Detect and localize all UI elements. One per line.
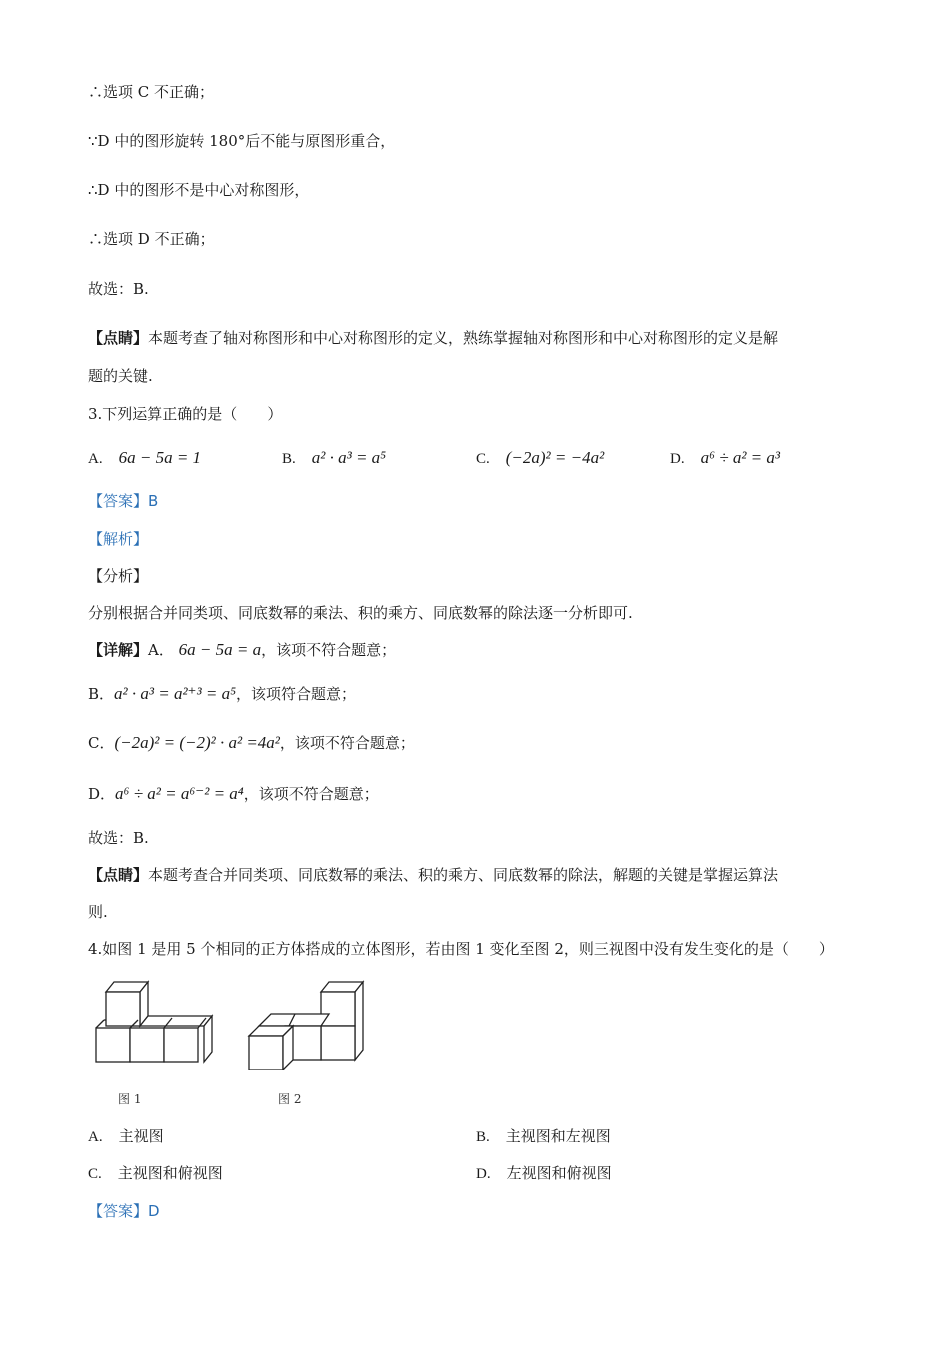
q3-analysis-tag: 【解析】: [88, 530, 149, 548]
q3-detail-c: C．(−2a)² = (−2)² · a² =4a²，该项不符合题意；: [88, 733, 415, 752]
q3-option-b: B. a² · a³ = a⁵: [282, 448, 387, 467]
q3-detail-d: D．a⁶ ÷ a² = a⁶⁻² = a⁴，该项不符合题意；: [88, 784, 379, 803]
solution-line: ∴选项 C 不正确；: [88, 83, 215, 101]
figure-1-caption: 图 1: [118, 1092, 142, 1106]
q3-fenxi-tag: 【分析】: [88, 567, 149, 585]
q3-fenxi-text: 分别根据合并同类项、同底数幂的乘法、积的乘方、同底数幂的除法逐一分析即可.: [88, 604, 633, 622]
q3-detail-b: B．a² · a³ = a²⁺³ = a⁵，该项符合题意；: [88, 684, 357, 703]
solution-line: ∵D 中的图形旋转 180°后不能与原图形重合，: [88, 132, 396, 150]
q3-option-a: A. 6a − 5a = 1: [88, 448, 202, 467]
q3-option-c: C. (−2a)² = −4a²: [476, 448, 605, 467]
comment-paragraph-cont: 题的关键.: [88, 367, 153, 385]
question-3-stem: 3.下列运算正确的是（ ）: [88, 405, 283, 423]
figure-1-cubes: [92, 980, 232, 1070]
q3-detail-a: 【详解】A． 6a − 5a = a，该项不符合题意；: [88, 640, 397, 659]
q3-note: 【点睛】本题考查合并同类项、同底数幂的乘法、积的乘方、同底数幂的除法，解题的关键是掌握运算法: [88, 866, 779, 884]
choice-line: 故选：B.: [88, 280, 149, 298]
comment-paragraph: [88, 328, 778, 348]
q4-option-c: C. 主视图和俯视图: [88, 1164, 223, 1182]
comment-text: 本题考查了轴对称图形和中心对称图形的定义，熟练掌握轴对称图形和中心对称图形的定义是解: [148, 329, 779, 347]
q3-choose: 故选：B.: [88, 829, 149, 847]
solution-line: ∴选项 D 不正确；: [88, 230, 215, 248]
figure-2-caption: 图 2: [278, 1092, 302, 1106]
figure-2-cubes: [245, 980, 375, 1070]
q3-answer: 【答案】B: [88, 492, 159, 510]
q4-option-d: D. 左视图和俯视图: [476, 1164, 612, 1182]
question-4-stem: 4.如图 1 是用 5 个相同的正方体搭成的立体图形，若由图 1 变化至图 2，则三视图中没有发生变化的是（ ）: [88, 940, 834, 958]
q3-note-cont: 则.: [88, 903, 108, 921]
solution-line: ∴D 中的图形不是中心对称图形，: [88, 181, 310, 199]
q4-option-b: B. 主视图和左视图: [476, 1127, 611, 1145]
q4-option-a: A. 主视图: [88, 1127, 164, 1145]
comment-tag: 【点睛】: [88, 329, 149, 347]
q3-option-d: D. a⁶ ÷ a² = a³: [670, 448, 780, 467]
q4-answer: 【答案】D: [88, 1202, 160, 1220]
